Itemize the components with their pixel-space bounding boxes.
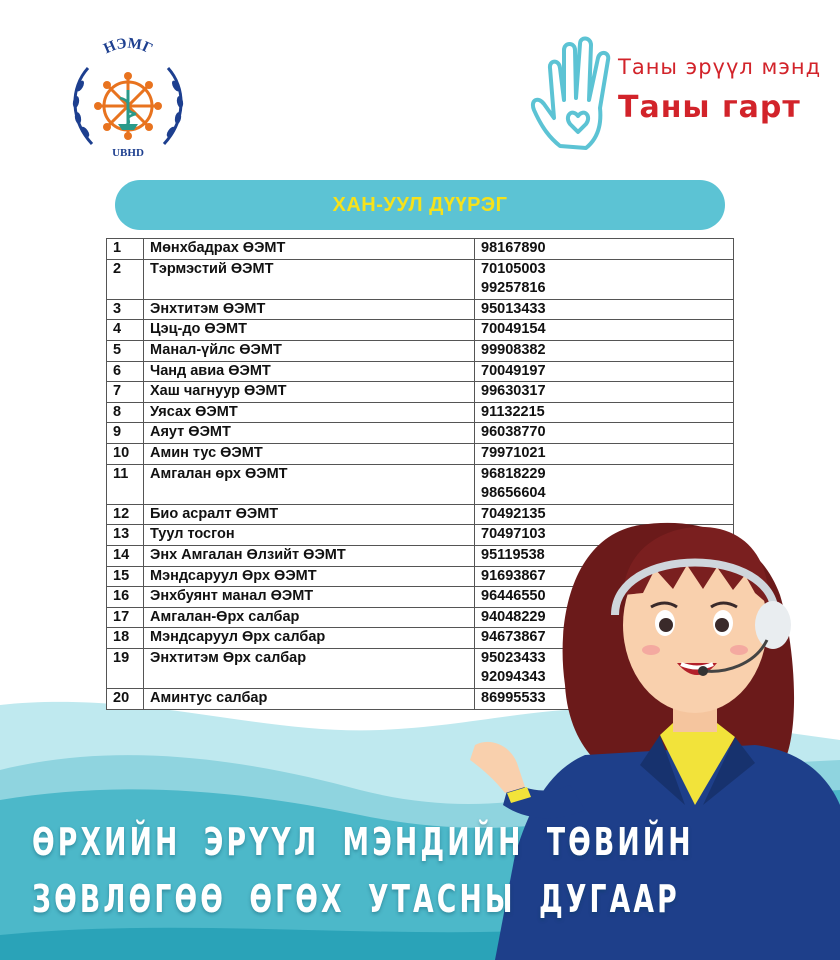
clinic-name: Манал-үйлс ӨЭМТ: [144, 340, 475, 361]
table-row: [107, 340, 734, 361]
phone-cell: [475, 259, 734, 299]
row-number: 17: [107, 607, 144, 628]
table-row: [107, 299, 734, 320]
phone-number: 98167890: [481, 240, 546, 256]
phone-number: 96446550: [481, 588, 546, 605]
table-row: [107, 402, 734, 423]
clinic-name: Энхбуянт манал ӨЭМТ: [144, 587, 475, 608]
table-row: [107, 239, 734, 260]
phone-cell: [475, 299, 734, 320]
table-row: [107, 320, 734, 341]
row-number: 2: [107, 259, 144, 299]
clinic-name: Аяут ӨЭМТ: [144, 423, 475, 444]
district-title: ХАН-УУЛ ДҮҮРЭГ: [332, 193, 508, 216]
table-row: [107, 423, 734, 444]
phone-number: 70497103: [481, 526, 546, 543]
clinic-name: Аминтус салбар: [144, 689, 475, 710]
row-number: 20: [107, 689, 144, 710]
clinic-name: Амин тус ӨЭМТ: [144, 443, 475, 464]
clinic-name: Мэндсаруул Өрх салбар: [144, 628, 475, 649]
clinic-name: Тэрмэстий ӨЭМТ: [144, 259, 475, 299]
table-row: [107, 259, 734, 299]
slogan-line-2: Таны гарт: [618, 90, 801, 125]
phone-number: 94673867: [481, 629, 546, 646]
row-number: 19: [107, 648, 144, 688]
clinic-name: Энх Амгалан Өлзийт ӨЭМТ: [144, 545, 475, 566]
phone-cell: [475, 382, 734, 403]
phone-cell: [475, 340, 734, 361]
clinic-name: Био асралт ӨЭМТ: [144, 504, 475, 525]
seal-arc-text: НЭМГ: [101, 35, 155, 58]
row-number: 10: [107, 443, 144, 464]
district-banner: [115, 180, 725, 230]
phone-number: 99257816: [481, 280, 546, 297]
phone-cell: [475, 320, 734, 341]
phone-cell: [475, 443, 734, 464]
row-number: 7: [107, 382, 144, 403]
phone-number: 96038770: [481, 424, 546, 441]
phone-cell: [475, 361, 734, 382]
row-number: 11: [107, 464, 144, 504]
clinic-name: Хаш чагнуур ӨЭМТ: [144, 382, 475, 403]
clinic-name: Цэц-до ӨЭМТ: [144, 320, 475, 341]
clinic-name: Энхтитэм Өрх салбар: [144, 648, 475, 688]
phone-cell: [475, 464, 734, 504]
table-row: [107, 443, 734, 464]
clinic-name: Уясах ӨЭМТ: [144, 402, 475, 423]
phone-cell: [475, 402, 734, 423]
row-number: 8: [107, 402, 144, 423]
phone-number: 94048229: [481, 608, 546, 625]
clinic-name: Энхтитэм ӨЭМТ: [144, 299, 475, 320]
clinic-name: Чанд авиа ӨЭМТ: [144, 361, 475, 382]
phone-number: 92094343: [481, 669, 546, 686]
row-number: 15: [107, 566, 144, 587]
row-number: 9: [107, 423, 144, 444]
row-number: 12: [107, 504, 144, 525]
row-number: 14: [107, 545, 144, 566]
headline-line-1: ӨРХИЙН ЭРҮҮЛ МЭНДИЙН ТӨВИЙН: [32, 820, 694, 864]
clinic-name: Мөнхбадрах ӨЭМТ: [144, 239, 475, 260]
clinic-name: Туул тосгон: [144, 525, 475, 546]
row-number: 3: [107, 299, 144, 320]
row-number: 6: [107, 361, 144, 382]
row-number: 18: [107, 628, 144, 649]
row-number: 1: [107, 239, 144, 260]
row-number: 16: [107, 587, 144, 608]
row-number: 5: [107, 340, 144, 361]
phone-number: 99908382: [481, 341, 546, 358]
phone-number: 86995533: [481, 690, 546, 707]
svg-text:НЭМГ: [101, 36, 154, 58]
table-row: [107, 464, 734, 504]
headline-line-2: ЗӨВЛӨГӨӨ ӨГӨХ УТАСНЫ ДУГААР: [32, 877, 680, 921]
clinic-name: Амгалан-Өрх салбар: [144, 607, 475, 628]
phone-number: 79971021: [481, 444, 546, 461]
seal-bottom-text: UBHD: [112, 147, 144, 159]
phone-number: 95119538: [481, 546, 545, 563]
phone-number: 96818229: [481, 465, 546, 482]
phone-cell: [475, 239, 734, 260]
table-row: [107, 382, 734, 403]
clinic-name: Амгалан өрх ӨЭМТ: [144, 464, 475, 504]
row-number: 4: [107, 320, 144, 341]
row-number: 13: [107, 525, 144, 546]
phone-number: 70105003: [481, 260, 546, 277]
phone-number: 91132215: [481, 403, 545, 420]
clinic-name: Мэндсаруул Өрх ӨЭМТ: [144, 566, 475, 587]
phone-number: 91693867: [481, 567, 546, 584]
phone-number: 70049154: [481, 321, 546, 338]
phone-number: 99630317: [481, 383, 546, 400]
phone-number: 95023433: [481, 649, 546, 666]
phone-number: 95013433: [481, 300, 546, 317]
ubhd-seal-logo: [58, 28, 198, 168]
slogan-line-1: Таны эрүүл мэнд: [618, 55, 822, 79]
phone-number: 70049197: [481, 362, 546, 379]
table-row: [107, 361, 734, 382]
phone-number: 98656604: [481, 485, 546, 502]
phone-number: 70492135: [481, 505, 546, 522]
phone-cell: [475, 423, 734, 444]
